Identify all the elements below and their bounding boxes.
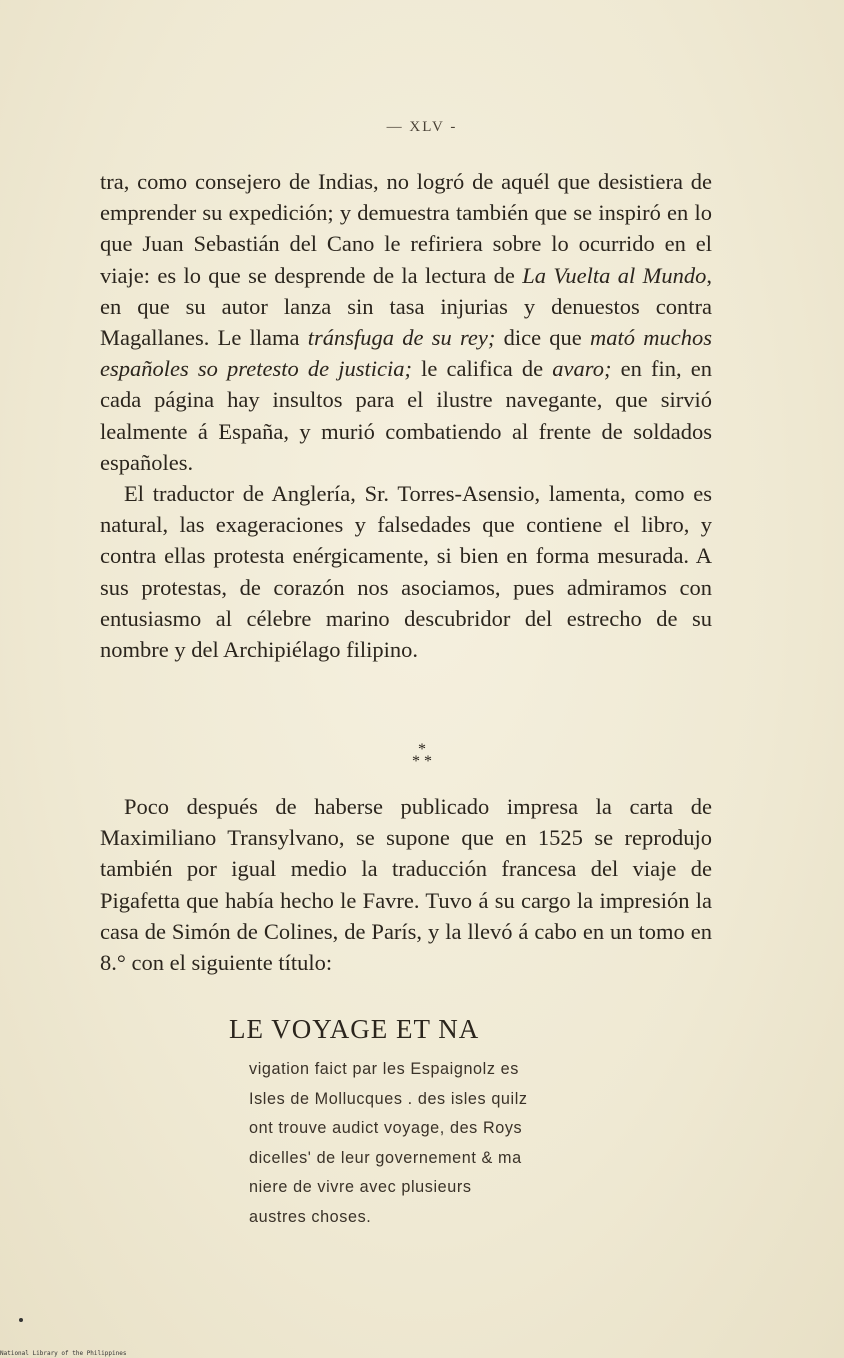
text-segment: le califica de [412,356,553,382]
asterism-bottom: * * [412,753,432,770]
italic-text-segment: avaro; [552,356,612,382]
text-segment: tra, como consejero de Indias, no logró de aquél que desistiera de emprender su expedición; y demuestra también que se inspiró en lo que Juan Sebastián del Cano le refiriera sobre lo ocurrido en el viaje: es lo que se desprende de la lectura de [100,169,712,288]
main-text [100,166,712,665]
text-segment: en fin, en cada página hay insultos para el ilustre navegante, que sirvió lealmente á España, y murió combatiendo al frente de soldados españoles. [100,356,713,475]
asterism-divider [0,741,844,770]
italic-text-segment: La Vuelta al Mundo [522,262,707,288]
paragraph-1 [100,166,712,478]
text-segment: El traductor de Anglería, Sr. Torres-Asensio, lamenta, como es natural, las exageraciones y falsedades que contiene el libro, y contra ellas protesta enérgicamente, si bien en forma mesurada. A sus protestas, de corazón nos asociamos, pues admiramos con entusiasmo al célebre marino descubridor del estrecho de su nombre y del Archipiélago filipino. [100,481,712,663]
italic-text-segment: mató muchos españoles so pretesto de justicia; [100,325,712,382]
paragraph-2 [100,478,712,665]
paragraph-3: Poco después de haberse publicado impresa la carta de Maximiliano Transylvano, se supone que en 1525 se reprodujo también por igual medio la traducción francesa del viaje de Pigafetta que había hecho le Favre. Tuvo á su cargo la impresión la casa de Simón de Colines, de París, y la llevó á cabo en un tomo en 8.° con el siguiente título: [100,794,712,976]
text-segment: , en que su autor lanza sin tasa injurias y denuestos contra Magallanes. Le llama [100,262,713,351]
book-title-lines [249,1055,589,1232]
book-title-main: LE VOYAGE ET NA [229,1014,480,1044]
page-number: — XLV - [386,119,458,135]
book-title-line: Isles de Mollucques . des isles quilz [249,1089,528,1108]
book-title-line: ont trouve audict voyage, des Roys [249,1119,523,1137]
paragraph-3-block [100,791,712,978]
library-footer: National Library of the Philippines [0,1350,127,1357]
margin-dot [19,1318,23,1322]
book-title-line: vigation faict par les Espaignolz es [249,1060,519,1078]
text-segment: dice que [495,325,591,351]
asterism-top: * [418,741,426,758]
book-title-line: niere de vivre avec plusieurs [249,1178,472,1196]
book-title-line: austres choses. [249,1207,372,1226]
italic-text-segment: tránsfuga de su rey; [307,325,496,351]
book-title-line: dicelles' de leur governement & ma [249,1148,522,1167]
